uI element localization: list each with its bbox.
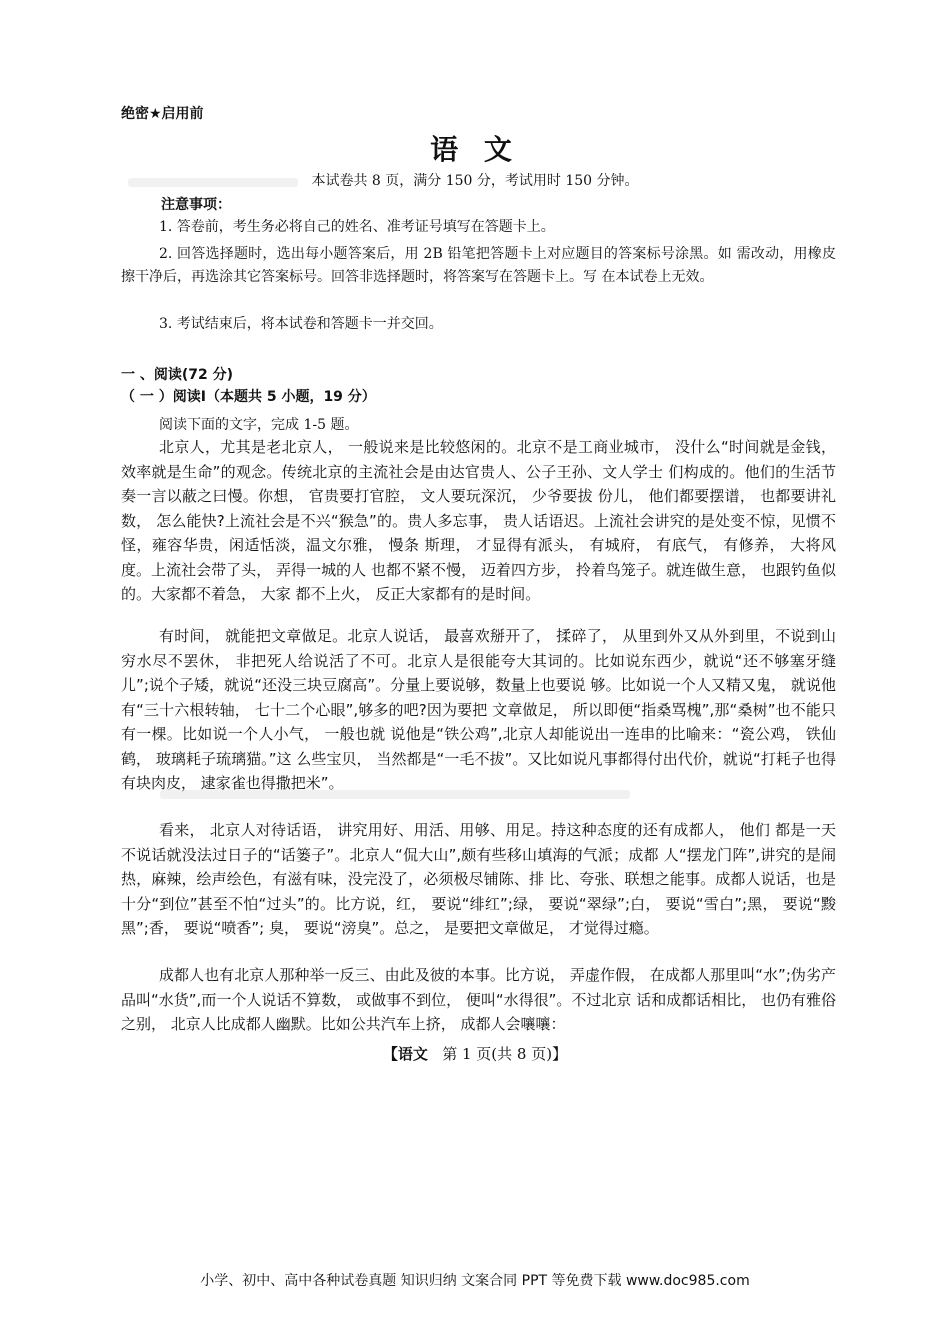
passage-paragraph: 有时间， 就能把文章做足。北京人说话， 最喜欢掰开了， 揉碎了， 从里到外又从外到里，不说到山穷水尽不罢休， 非把死人给说活了不可。北京人是很能夸大其词的。比如说东西少，就说“还不够塞牙缝儿”;说个子矮，就说“还没三块豆腐高”。分量上要说够，数量上也要说 够。比如说一个人又精又鬼， 就说他有“三十六根转轴， 七十二个心眼”,够多的吧?因为要把 文章做足， 所以即便“指桑骂槐”,那“桑树”也不能只有一棵。比如说一个人小气， 一般也就 说他是“铁公鸡”,北京人却能说出一连串的比喻来：“瓷公鸡， 铁仙鹤， 玻璃耗子琉璃猫。”这 么些宝贝， 当然都是“一毛不拔”。又比如说凡事都得付出代价，就说“打耗子也得有块肉皮， 逮家雀也得撒把米”。	[121, 627, 836, 792]
footer-subject: 【语文	[382, 1045, 428, 1063]
page-footer	[0, 1043, 950, 1064]
footer-page: 第 1 页(共 8 页)】	[442, 1045, 568, 1063]
notice-item: 2. 回答选择题时，选出每小题答案后，用 2B 铅笔把答题卡上对应题目的答案标号涂黑。如 需改动，用橡皮擦干净后，再选涂其它答案标号。回答非选择题时，将答案写在答题卡上。写 在本试卷上无效。	[121, 246, 836, 285]
notice-item: 1. 答卷前，考生务必将自己的姓名、准考证号填写在答题卡上。	[159, 219, 555, 235]
exam-info: 本试卷共 8 页，满分 150 分，考试用时 150 分钟。	[311, 173, 639, 189]
confidential-mark: 绝密★启用前	[121, 106, 204, 122]
section-subheading: （ 一 ）阅读Ⅰ（本题共 5 小题，19 分）	[121, 389, 376, 405]
notice-title: 注意事项：	[161, 197, 231, 213]
passage-paragraph: 看来， 北京人对待话语， 讲究用好、用活、用够、用足。持这种态度的还有成都人， 他们 都是一天不说话就没法过日子的“话篓子”。北京人“侃大山”,颇有些移山填海的气派；成都 人“摆龙门阵”,讲究的是闹热，麻辣，绘声绘色，有滋有味，没完没了，必须极尽铺陈、排 比、夸张、联想之能事。成都人说话，也是十分“到位”甚至不怕“过头”的。比方说，红， 要说“绯红”;绿， 要说“翠绿”;白， 要说“雪白”;黑， 要说“黢黑”;香， 要说“喷香”; 臭， 要说“滂臭”。总之， 是要把文章做足， 才觉得过瘾。	[121, 821, 836, 937]
advert-banner: 小学、初中、高中各种试卷真题 知识归纳 文案合同 PPT 等免费下载 www.doc985.com	[200, 1273, 750, 1289]
passage-paragraph: 北京人，尤其是老北京人， 一般说来是比较悠闲的。北京不是工商业城市， 没什么“时间就是金钱， 效率就是生命”的观念。传统北京的主流社会是由达官贵人、公子王孙、文人学士 们构成的。他们的生活节奏一言以蔽之曰慢。你想， 官贵要打官腔， 文人要玩深沉， 少爷要拔 份儿， 他们都要摆谱， 也都要讲礼数， 怎么能快?上流社会是不兴“猴急”的。贵人多忘事， 贵人话语迟。上流社会讲究的是处变不惊，见惯不怪，雍容华贵，闲适恬淡，温文尔雅， 慢条 斯理， 才显得有派头， 有城府， 有底气， 有修养， 大将风度。上流社会带了头， 弄得一城的人 也都不紧不慢， 迈着四方步， 拎着鸟笼子。就连做生意， 也跟钓鱼似的。大家都不着急， 大家 都不上火， 反正大家都有的是时间。	[121, 438, 836, 603]
instruction: 阅读下面的文字，完成 1-5 题。	[159, 417, 359, 433]
page-title: 语 文	[430, 133, 520, 166]
passage-paragraph: 成都人也有北京人那种举一反三、由此及彼的本事。比方说， 弄虚作假， 在成都人那里叫“水”;伪劣产品叫“水货”,而一个人说话不算数， 或做事不到位， 便叫“水得很”。不过北京 话和成都话相比， 也仍有雅俗之别， 北京人比成都人幽默。比如公共汽车上挤， 成都人会嚷嚷：	[121, 966, 836, 1033]
section-heading: 一 、阅读(72 分)	[121, 367, 234, 383]
notice-item: 3. 考试结束后，将本试卷和答题卡一并交回。	[159, 316, 443, 332]
